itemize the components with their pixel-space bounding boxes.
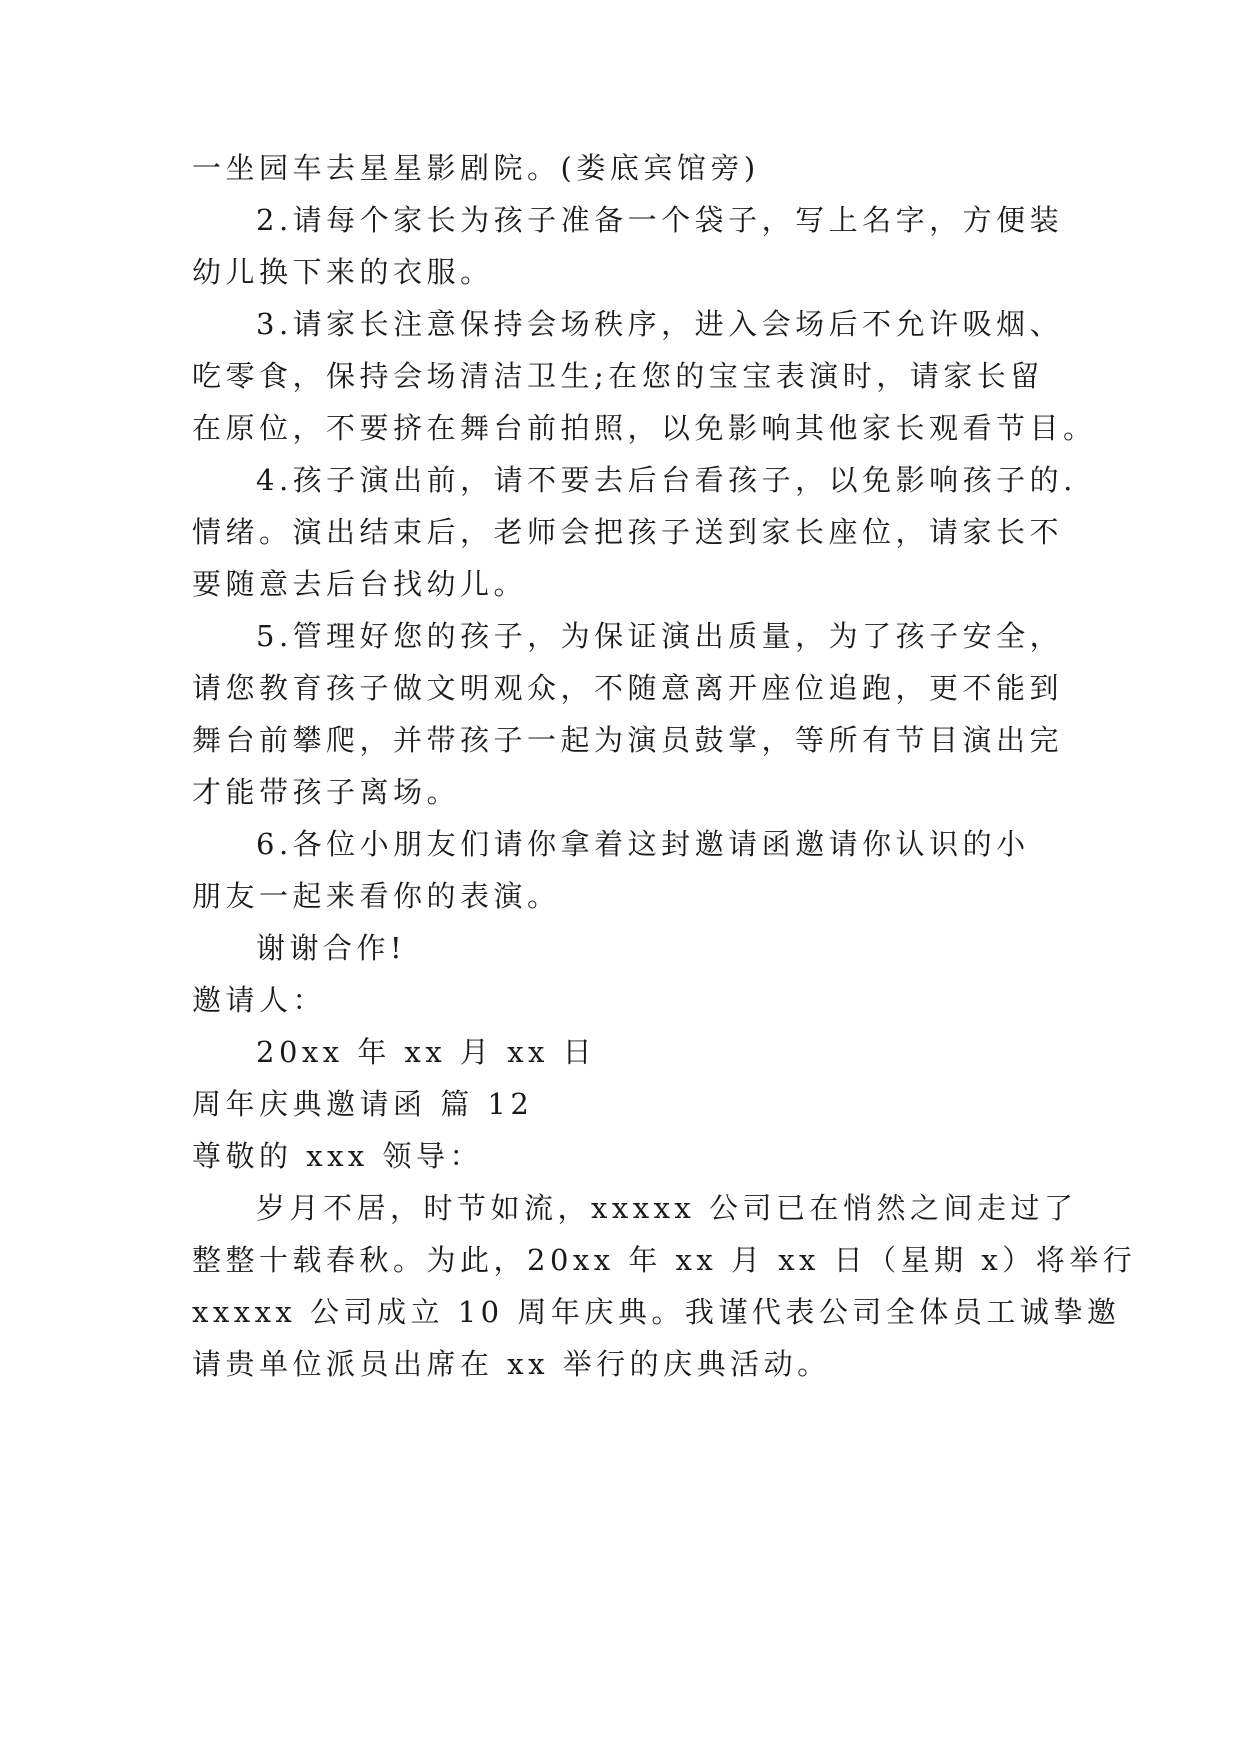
text-line: 舞台前攀爬，并带孩子一起为演员鼓掌，等所有节目演出完 — [192, 723, 1064, 757]
text-line: 请贵单位派员出席在 xx 举行的庆典活动。 — [192, 1347, 831, 1381]
text-line: 3.请家长注意保持会场秩序，进入会场后不允许吸烟、 — [256, 307, 1064, 341]
text-line: 情绪。演出结束后，老师会把孩子送到家长座位，请家长不 — [192, 515, 1064, 549]
text-line: 幼儿换下来的衣服。 — [192, 255, 494, 289]
text-line: xxxxx 公司成立 10 周年庆典。我谨代表公司全体员工诚挚邀 — [192, 1295, 1121, 1329]
text-line: 要随意去后台找幼儿。 — [192, 567, 528, 601]
text-line: 整整十载春秋。为此，20xx 年 xx 月 xx 日（星期 x）将举行 — [192, 1243, 1137, 1277]
text-line: 朋友一起来看你的表演。 — [192, 879, 561, 913]
salutation: 尊敬的 xxx 领导： — [192, 1139, 484, 1173]
text-line: 在原位，不要挤在舞台前拍照，以免影响其他家长观看节目。 — [192, 411, 1097, 445]
text-line: 4.孩子演出前，请不要去后台看孩子，以免影响孩子的. — [256, 463, 1077, 497]
text-line: 才能带孩子离场。 — [192, 775, 461, 809]
text-line: 吃零食，保持会场清洁卫生;在您的宝宝表演时，请家长留 — [192, 359, 1044, 393]
text-line: 5.管理好您的孩子，为保证演出质量，为了孩子安全， — [256, 619, 1064, 653]
text-line: 2.请每个家长为孩子准备一个袋子，写上名字，方便装 — [256, 203, 1064, 237]
text-line: 谢谢合作! — [256, 931, 407, 965]
text-line: 6.各位小朋友们请你拿着这封邀请函邀请你认识的小 — [256, 827, 1030, 861]
text-line: 一坐园车去星星影剧院。(娄底宾馆旁) — [192, 151, 760, 185]
text-line: 请您教育孩子做文明观众，不随意离开座位追跑，更不能到 — [192, 671, 1064, 705]
text-line: 岁月不居，时节如流，xxxxx 公司已在悄然之间走过了 — [256, 1191, 1078, 1225]
section-title: 周年庆典邀请函 篇 12 — [192, 1087, 534, 1121]
text-line: 邀请人： — [192, 983, 327, 1017]
date-line: 20xx 年 xx 月 xx 日 — [256, 1035, 597, 1069]
